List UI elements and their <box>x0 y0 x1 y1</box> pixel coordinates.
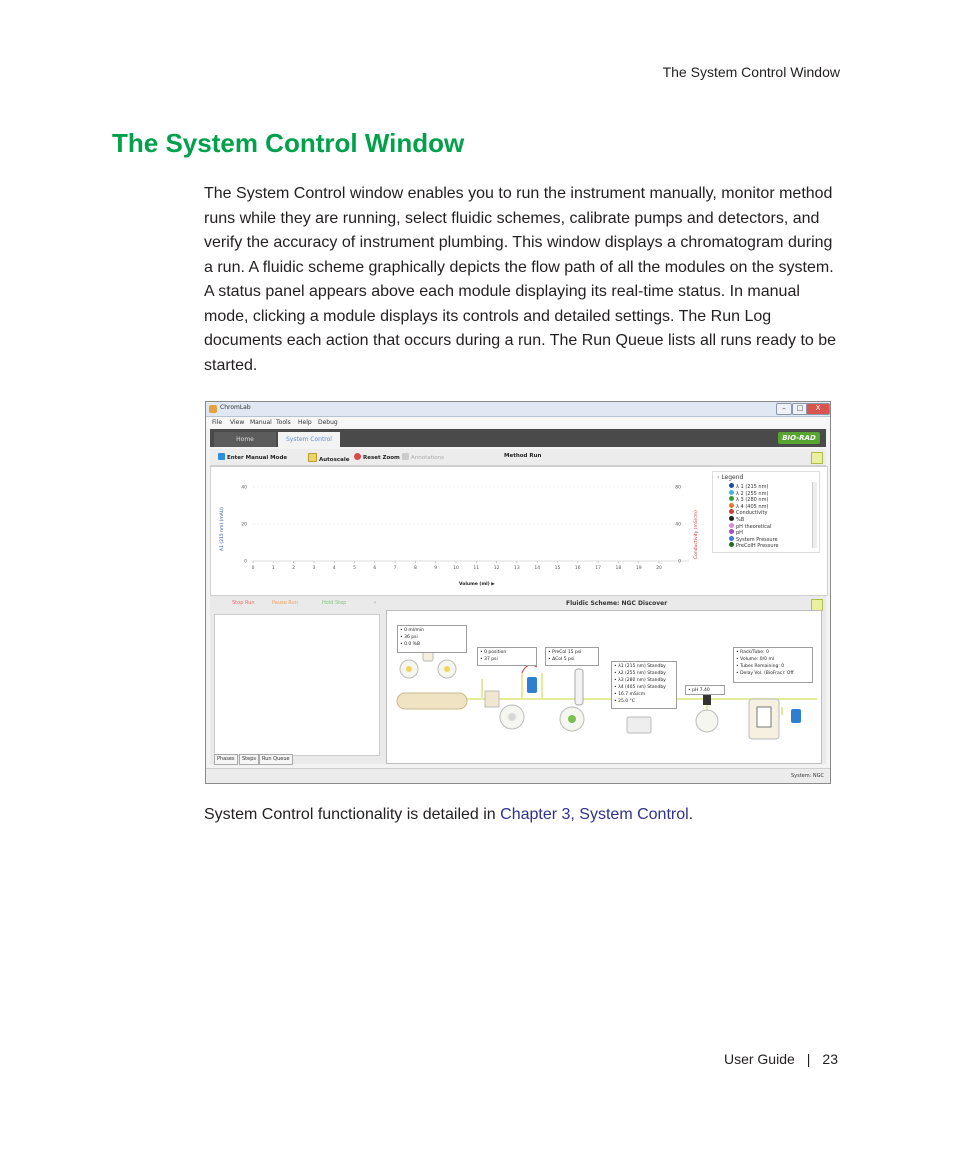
method-run-label: Method Run <box>504 453 542 459</box>
lambda1-status: • λ1 (215 nm) Standby <box>614 664 666 669</box>
inject-position: • 0 position <box>480 650 507 655</box>
x-tick-label: 12 <box>493 566 500 571</box>
sample-bottle <box>527 677 537 693</box>
chapter-link[interactable]: Chapter 3, System Control <box>500 806 689 823</box>
menu-manual[interactable]: Manual <box>250 419 272 426</box>
x-tick-label: 2 <box>292 566 296 571</box>
app-icon <box>209 405 217 413</box>
column[interactable] <box>575 669 583 705</box>
x-tick-label: 17 <box>595 566 601 571</box>
x-tick-label: 16 <box>574 566 581 571</box>
hold-step-button[interactable]: Hold Step <box>322 600 347 606</box>
pump-pressure: • 36 psi <box>400 635 418 640</box>
window-status-bar <box>206 768 830 784</box>
x-tick-label: 20 <box>656 566 662 571</box>
sample-line <box>522 665 537 673</box>
legend-label: Conductivity <box>736 510 768 517</box>
maximize-button[interactable]: □ <box>792 403 808 415</box>
annotations-icon <box>402 453 409 460</box>
pause-run-button[interactable]: Pause Run <box>272 600 298 606</box>
y-axis-left-label: A1 (215 nm) (mAU) <box>220 507 225 551</box>
lambda2-status: • λ2 (255 nm) Standby <box>614 671 666 676</box>
legend-label: λ 4 (405 nm) <box>736 503 769 510</box>
main-tab-strip <box>210 429 826 447</box>
legend-label: λ 2 (255 nm) <box>736 490 769 497</box>
x-tick-label: 0 <box>251 566 255 571</box>
column-status-panel <box>545 647 599 666</box>
window-title: ChromLab <box>220 404 251 411</box>
running-header: The System Control Window <box>662 64 840 80</box>
page-number: 23 <box>822 1051 838 1067</box>
y-left-tick-label: 0 <box>244 559 247 565</box>
system-control-screenshot <box>205 401 831 784</box>
run-control-toolbar <box>210 596 385 610</box>
caption-text: System Control functionality is detailed in <box>204 806 501 823</box>
page-title: The System Control Window <box>112 128 465 158</box>
tab-steps[interactable]: Steps <box>239 754 259 765</box>
chart-axes <box>241 485 689 572</box>
x-tick-label: 19 <box>635 566 642 571</box>
legend-swatch-icon <box>729 523 734 528</box>
x-tick-label: 10 <box>453 566 459 571</box>
detector-status-panel <box>611 661 677 709</box>
chromatogram-chart <box>211 467 711 595</box>
inject-status-panel <box>477 647 537 666</box>
x-tick-label: 15 <box>554 566 561 571</box>
legend-scrollbar[interactable] <box>812 482 817 548</box>
y-right-tick-label: 40 <box>675 522 681 528</box>
legend-title-text: Legend <box>721 474 744 481</box>
pump-module[interactable] <box>397 693 467 709</box>
tab-phases[interactable]: Phases <box>214 754 238 765</box>
legend-swatch-icon <box>729 516 734 521</box>
legend-label: pH theoretical <box>736 523 772 530</box>
x-tick-label: 13 <box>514 566 520 571</box>
temperature-value: • 25.0 °C <box>614 699 635 704</box>
ph-value: • pH 7.40 <box>688 688 710 693</box>
run-log-panel <box>214 614 380 756</box>
fluidic-scheme-panel <box>386 610 822 764</box>
x-tick-label: 18 <box>615 566 622 571</box>
menu-file[interactable]: File <box>212 419 223 426</box>
pump-percent-b: • 0.0 %B <box>400 642 421 647</box>
x-tick-label: 8 <box>413 566 417 571</box>
window-titlebar <box>206 402 830 417</box>
x-tick-label: 5 <box>353 566 356 571</box>
legend-swatch-icon <box>729 542 734 547</box>
y-left-tick-label: 40 <box>241 485 247 491</box>
precol-pressure: • PreCol 15 psi <box>548 650 582 655</box>
lambda3-status: • λ3 (280 nm) Standby <box>614 678 666 683</box>
ph-status-panel <box>685 685 725 695</box>
zoom-icon <box>354 453 361 460</box>
annotations-button[interactable] <box>402 453 444 461</box>
legend-label: System Pressure <box>736 536 778 543</box>
legend-title <box>717 474 743 481</box>
legend-item[interactable] <box>729 542 779 549</box>
legend-label: λ 1 (215 nm) <box>736 484 769 490</box>
arrow-right-icon <box>218 453 225 460</box>
menu-debug[interactable]: Debug <box>318 419 338 426</box>
menu-tools[interactable]: Tools <box>276 419 291 426</box>
legend-swatch-icon <box>729 503 734 508</box>
reset-zoom-button[interactable] <box>354 453 400 461</box>
x-tick-label: 6 <box>373 566 377 571</box>
caption-period: . <box>688 806 694 823</box>
tab-run-queue[interactable]: Run Queue <box>259 754 293 765</box>
inlet-valve-a[interactable] <box>400 660 418 678</box>
manual-mode-label: Enter Manual Mode <box>227 455 288 461</box>
x-tick-label: 9 <box>434 566 438 571</box>
enter-manual-mode-button[interactable] <box>218 453 287 461</box>
legend-swatch-icon <box>729 496 734 501</box>
y-right-tick-label: 0 <box>678 559 681 565</box>
waste-bottle <box>791 709 801 723</box>
fraction-rack <box>757 707 771 727</box>
legend-label: pH <box>736 530 743 537</box>
rack-tube: • Rack/Tube: 0 <box>736 650 769 655</box>
collapse-icon[interactable]: ‹ <box>374 600 376 606</box>
buffer-valve[interactable] <box>627 717 651 733</box>
delta-col-pressure: • ΔCol 5 psi <box>548 657 575 662</box>
x-tick-label: 4 <box>332 566 336 571</box>
menu-help[interactable]: Help <box>298 419 312 426</box>
fluidic-scheme-title: Fluidic Scheme: NGC Discover <box>566 600 668 607</box>
tab-home[interactable]: Home <box>214 432 276 447</box>
ph-valve[interactable] <box>696 710 718 732</box>
pump-flow: • 0 ml/min <box>400 628 425 633</box>
legend-label: PreColH Pressure <box>736 543 779 550</box>
x-tick-label: 1 <box>271 566 275 571</box>
legend-label: %B <box>736 517 745 523</box>
inlet-valve-b[interactable] <box>438 660 456 678</box>
footer-doc-title: User Guide <box>723 1051 795 1067</box>
export-chart-icon[interactable] <box>811 452 823 464</box>
fraction-volume: • Volume: 0/0 ml <box>736 657 775 662</box>
legend-swatch-icon <box>729 483 734 488</box>
fraction-status-panel <box>733 647 813 683</box>
minimize-button[interactable]: – <box>776 403 792 415</box>
legend-swatch-icon <box>729 529 734 534</box>
y-axis-right-label: Conductivity (mS/cm) <box>694 510 699 559</box>
conductivity-value: • 16.7 mS/cm <box>614 692 646 697</box>
lambda4-status: • λ4 (405 nm) Standby <box>614 685 666 690</box>
page-footer <box>724 1051 838 1067</box>
footer-separator: | <box>806 1051 811 1067</box>
inject-pressure: • 37 psi <box>480 657 498 662</box>
reset-zoom-label: Reset Zoom <box>363 455 400 461</box>
body-paragraph: The System Control window enables you to run the instrument manually, monitor method runs while they are running, select fluidic schemes, calibrate pumps and detectors, and verify the accuracy of instrument plumbing. This window displays a chromatogram during a run. A fluidic scheme graphically depicts the flow path of all the modules on the system. A status panel appears above each module displaying its real-time status. In manual mode, clicking a module displays its controls and detailed settings. The Run Log documents each action that occurs during a run. The Run Queue lists all runs ready to be started. <box>204 185 837 374</box>
x-tick-label: 7 <box>393 566 397 571</box>
inject-valve[interactable] <box>500 705 524 729</box>
autoscale-label: Autoscale <box>319 457 350 463</box>
x-axis-label: Volume (ml) ▶ <box>459 582 495 587</box>
chart-legend <box>712 471 820 553</box>
menu-view[interactable]: View <box>230 419 245 426</box>
sample-pump[interactable] <box>485 691 499 707</box>
y-left-tick-label: 20 <box>241 522 247 528</box>
x-tick-label: 3 <box>312 566 316 571</box>
y-right-tick-label: 80 <box>675 485 681 491</box>
chevron-left-icon[interactable]: ‹ <box>717 474 722 481</box>
autoscale-button[interactable] <box>308 453 349 463</box>
legend-swatch-icon <box>729 536 734 541</box>
stop-run-button[interactable]: Stop Run <box>232 600 255 606</box>
annotations-label: Annotations <box>411 455 445 461</box>
autoscale-icon <box>308 453 317 462</box>
legend-label: λ 3 (280 nm) <box>736 497 769 504</box>
menu-bar <box>206 417 830 428</box>
delay-volume: • Delay Vol. (BioFrac): Off <box>736 671 794 676</box>
pump-status-panel <box>397 625 467 653</box>
caption <box>204 806 693 824</box>
close-button[interactable]: X <box>806 403 830 415</box>
system-name: System: NGC <box>790 773 824 779</box>
legend-swatch-icon <box>729 509 734 514</box>
chromatogram-panel <box>210 466 828 596</box>
biorad-logo: BIO-RAD <box>778 432 820 444</box>
lower-area <box>210 596 826 764</box>
tab-system-control[interactable]: System Control <box>278 432 340 447</box>
x-tick-label: 14 <box>534 566 541 571</box>
legend-swatch-icon <box>729 490 734 495</box>
column-switching-valve[interactable] <box>560 707 584 731</box>
x-tick-label: 11 <box>473 566 480 571</box>
tubes-remaining: • Tubes Remaining: 0 <box>736 664 785 669</box>
chart-toolbar <box>210 449 826 466</box>
